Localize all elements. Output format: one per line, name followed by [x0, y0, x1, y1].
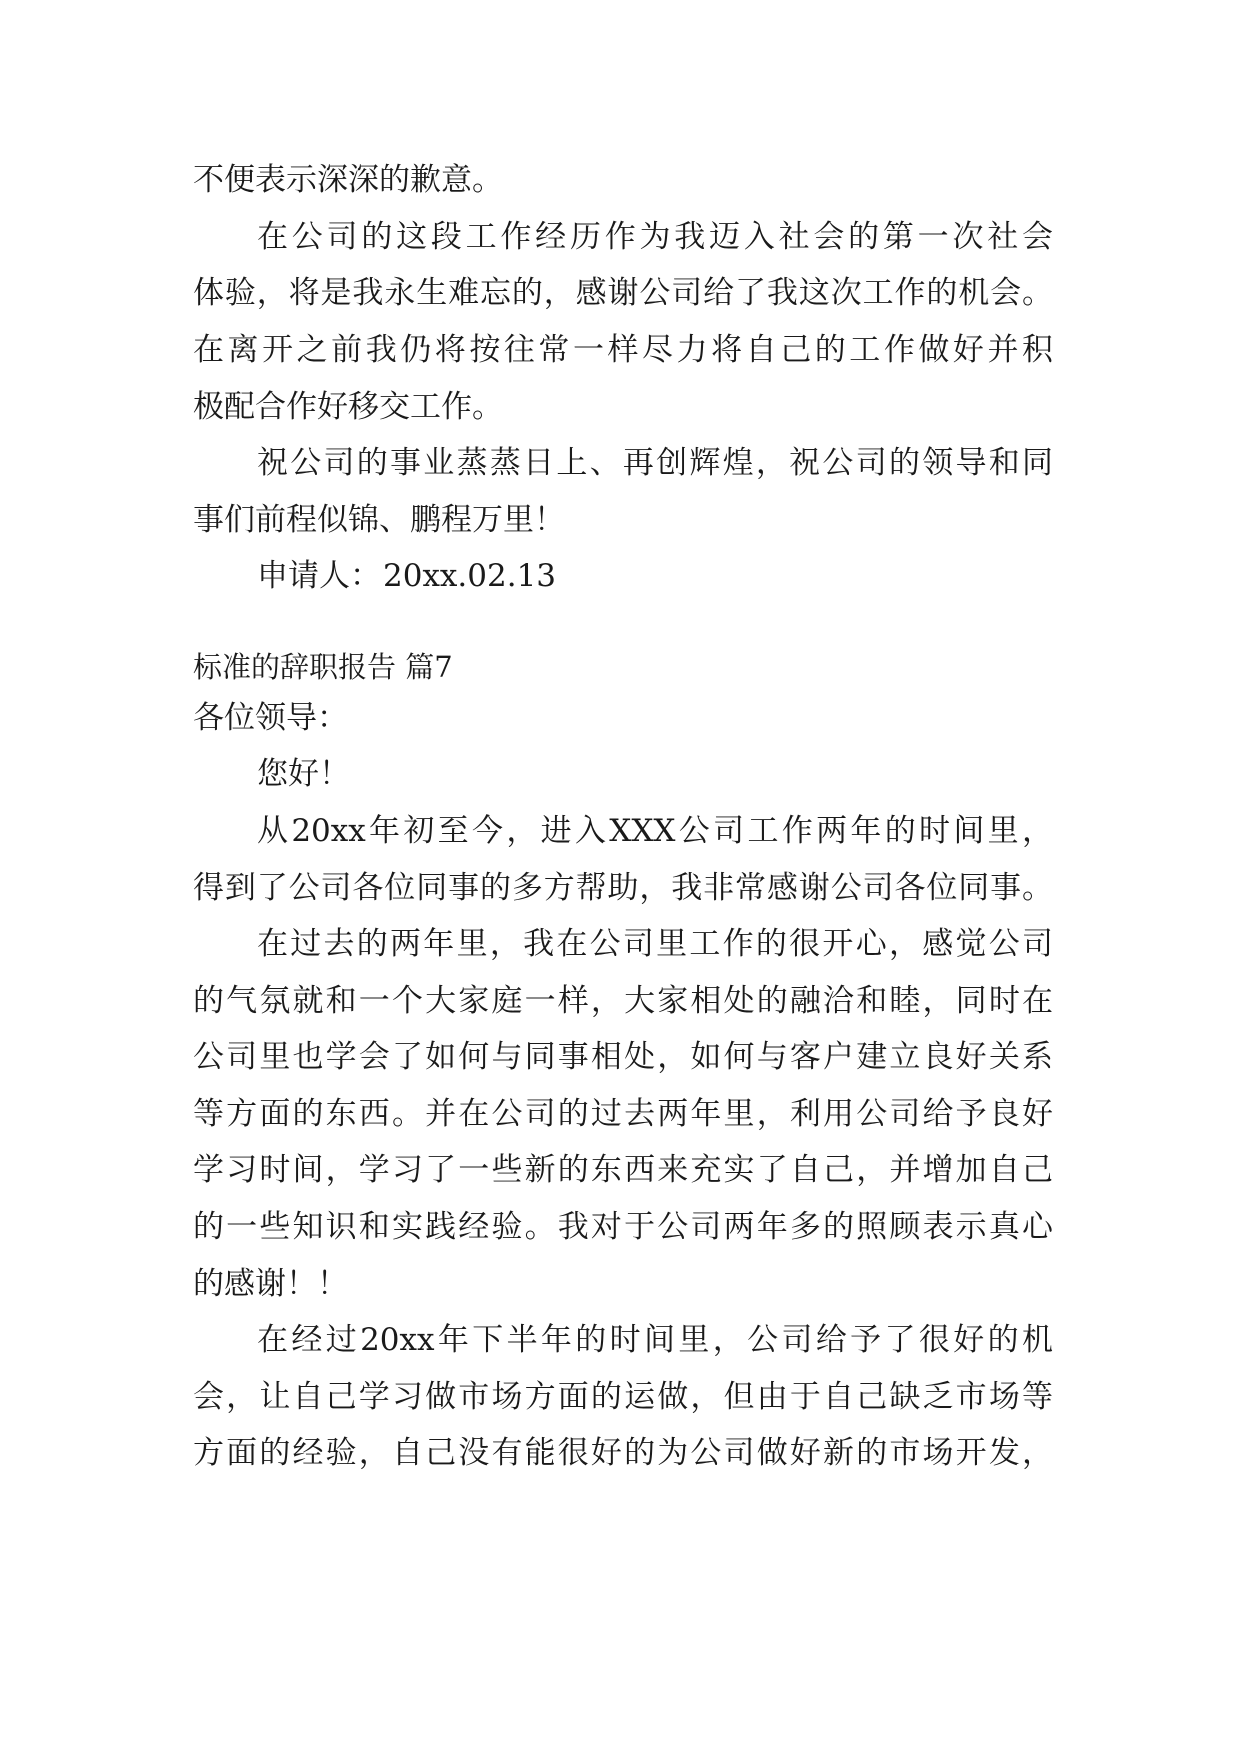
text-line: 等方面的东西。并在公司的过去两年里，利用公司给予良好 — [193, 1096, 1053, 1132]
text-line: 会，让自己学习做市场方面的运做，但由于自己缺乏市场等 — [193, 1379, 1053, 1415]
text-line: 在过去的两年里，我在公司里工作的很开心，感觉公司 — [257, 926, 1053, 962]
text-line: 事们前程似锦、鹏程万里！ — [193, 502, 565, 538]
text-line: 公司里也学会了如何与同事相处，如何与客户建立良好关系 — [193, 1039, 1053, 1075]
signature-date: 20xx.02.13 — [383, 558, 557, 594]
signature-label: 申请人： — [257, 558, 381, 594]
text-line: 的气氛就和一个大家庭一样，大家相处的融洽和睦，同时在 — [193, 983, 1053, 1019]
text-line: 极配合作好移交工作。 — [193, 389, 503, 425]
text-line: 不便表示深深的歉意。 — [193, 162, 503, 198]
text-line: 的一些知识和实践经验。我对于公司两年多的照顾表示真心 — [193, 1209, 1053, 1245]
text-line: 学习时间，学习了一些新的东西来充实了自己，并增加自己 — [193, 1152, 1053, 1188]
greeting: 您好！ — [257, 756, 350, 792]
text-line: 在经过20xx年下半年的时间里，公司给予了很好的机 — [257, 1322, 1053, 1358]
text-line: 得到了公司各位同事的多方帮助，我非常感谢公司各位同事。 — [193, 870, 1053, 906]
section-title: 标准的辞职报告 篇7 — [193, 650, 453, 684]
text-line: 在离开之前我仍将按往常一样尽力将自己的工作做好并积 — [193, 332, 1053, 368]
text-line: 祝公司的事业蒸蒸日上、再创辉煌，祝公司的领导和同 — [257, 445, 1053, 481]
text-line: 方面的经验，自己没有能很好的为公司做好新的市场开发， — [193, 1435, 1053, 1471]
text-line: 在公司的这段工作经历作为我迈入社会的第一次社会 — [257, 219, 1053, 255]
text-line: 的感谢！！ — [193, 1266, 348, 1302]
salutation: 各位领导： — [193, 700, 348, 736]
text-line: 从20xx年初至今，进入XXX公司工作两年的时间里， — [257, 813, 1053, 849]
text-line: 体验，将是我永生难忘的，感谢公司给了我这次工作的机会。 — [193, 275, 1053, 311]
